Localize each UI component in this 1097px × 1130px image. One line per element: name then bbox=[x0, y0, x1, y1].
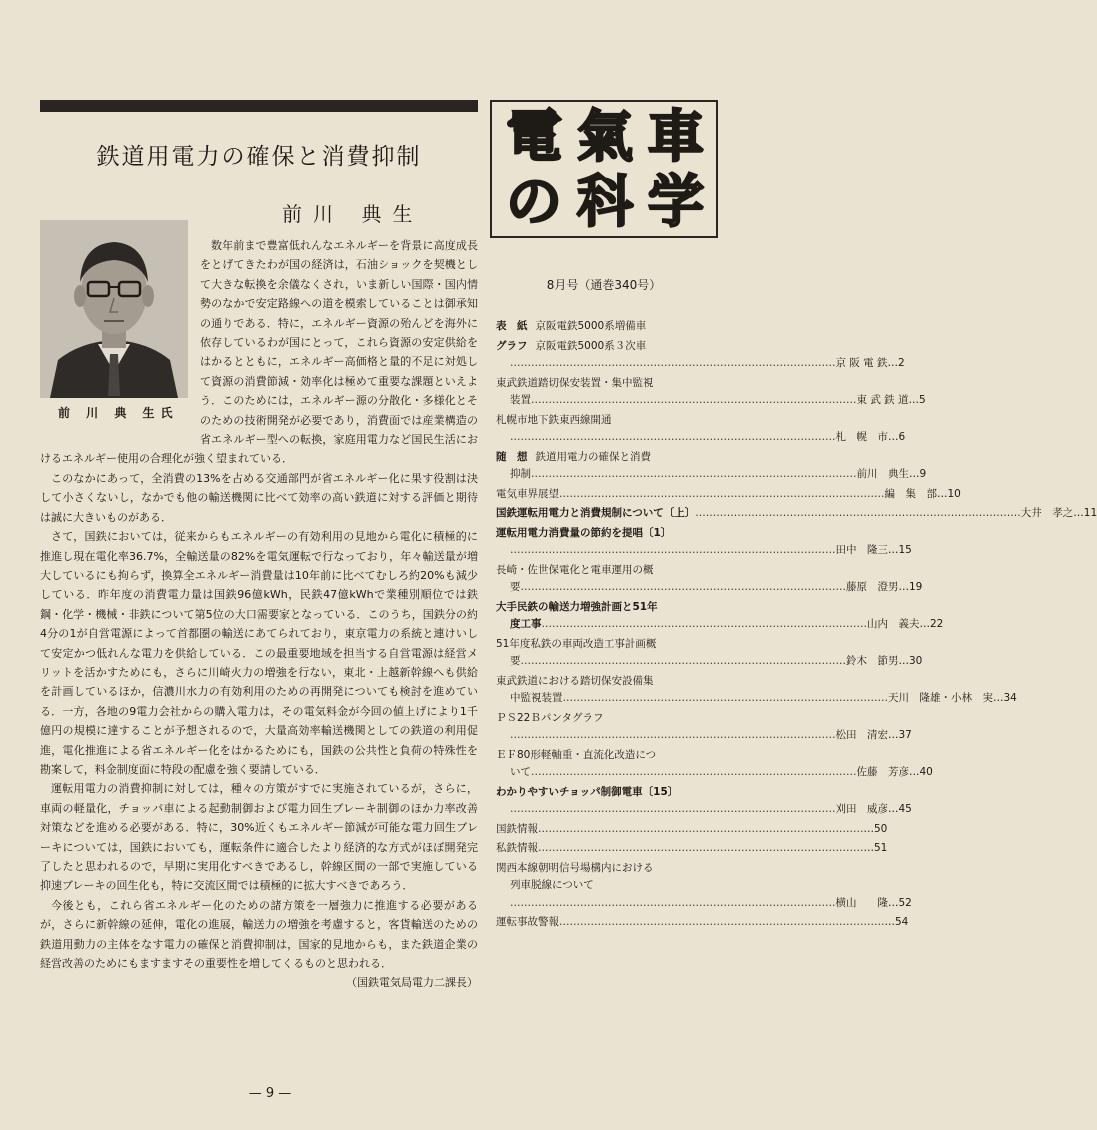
toc-leader bbox=[510, 429, 836, 447]
toc-title: いて bbox=[510, 766, 531, 778]
toc-leader bbox=[521, 653, 847, 671]
toc-title: 度工事 bbox=[510, 618, 542, 630]
toc-line: いて ………………………………………………………………………………… 佐藤 芳彦 … 40 bbox=[496, 764, 724, 782]
table-of-contents bbox=[496, 318, 1097, 934]
toc-entry[interactable] bbox=[496, 505, 1097, 523]
toc-leader bbox=[563, 690, 889, 708]
toc-leader bbox=[695, 505, 1021, 523]
toc-author: 松田 清宏 bbox=[835, 729, 888, 741]
toc-page-number: 22 bbox=[930, 618, 944, 630]
magazine-masthead bbox=[490, 100, 718, 238]
toc-author: 大井 孝之 bbox=[1020, 507, 1074, 519]
toc-line: ………………………………………………………………………………… 京 阪 電 鉄 … 2 bbox=[496, 355, 724, 373]
toc-page-number: 15 bbox=[898, 544, 912, 556]
toc-entry[interactable] bbox=[496, 914, 909, 932]
toc-entry[interactable] bbox=[496, 784, 912, 819]
toc-line bbox=[496, 784, 724, 802]
toc-leader bbox=[559, 914, 885, 932]
toc-line: 運転事故警報 ………………………………………………………………………………… … 54 bbox=[496, 914, 724, 932]
masthead-char: 電 bbox=[506, 105, 562, 170]
toc-title: 京阪電鉄5000系増備車 bbox=[535, 320, 647, 332]
toc-page-number: 52 bbox=[898, 896, 912, 909]
title-rule bbox=[40, 100, 478, 112]
toc-page-number: 51 bbox=[874, 842, 888, 854]
toc-title: 装置 bbox=[510, 394, 531, 406]
toc-author: 佐藤 芳彦 bbox=[856, 766, 909, 778]
toc-entry[interactable] bbox=[496, 486, 961, 504]
masthead-char: 科 bbox=[577, 170, 633, 235]
article-paragraph: このなかにあって，全消費の13%を占める交通部門が省エネルギー化に果す役割は決して小さくないし，なかでも他の輸送機関に比べて効率の高い鉄道に対する評価と期待は誠に大きいものがある． bbox=[40, 471, 478, 524]
toc-section-label: 表 紙 bbox=[496, 320, 528, 332]
toc-line: 国鉄運転用電力と消費規制について〔上〕 ………………………………………………………………………………… 大井 孝之 … 11 bbox=[496, 505, 724, 523]
toc-author: 編 集 部 bbox=[884, 487, 937, 500]
toc-title: 列車脱線について bbox=[510, 879, 594, 891]
toc-section-label: 随 想 bbox=[496, 450, 528, 463]
toc-leader bbox=[559, 486, 885, 504]
toc-line bbox=[496, 562, 724, 580]
toc-entry[interactable] bbox=[496, 318, 724, 336]
toc-author: 山内 義夫 bbox=[867, 618, 920, 630]
toc-entry[interactable] bbox=[496, 840, 888, 858]
article-paragraph: 数年前まで豊富低れんなエネルギーを背景に高度成長をとげてきたわが国の経済は，石油ショックを契機として大きな転換を余儀なくされ，いま新しい国際・国内情勢のなかで安定路線への道を模索していることは御承知の通りである．特に，エネルギー資源の殆んどを海外に依存しているわが国にとって，これら資源の安定供給をはかるとともに，エネルギー高価格と量的不足に対処して資源の消費節減・効率化は極めて重要な課題といえよう．このためには，エネルギー源の分散化・多様化とそのための技術開発が必要であり，消費面では産業構造の省エネルギー型への転換，家庭用電力など国民生活におけるエネルギー使用の合理化が強く望まれている． bbox=[40, 239, 478, 466]
toc-leader bbox=[542, 616, 868, 634]
masthead-char: 車 bbox=[648, 105, 704, 170]
toc-line: 抑制 ………………………………………………………………………………… 前川 典生 … 9 bbox=[496, 466, 724, 484]
toc-entry[interactable] bbox=[496, 412, 906, 447]
toc-line: ………………………………………………………………………………… 刈田 威彦 … 45 bbox=[496, 801, 724, 819]
toc-entry[interactable] bbox=[496, 375, 926, 410]
toc-page-number: 2 bbox=[898, 357, 905, 369]
article-paragraph: 今後とも，これら省エネルギー化のための諸方策を一層強力に推進する必要があるが，さらに新幹線の延伸，電化の進展，輸送力の増強を考慮すると，客貨輸送のための鉄道用動力の主体をなす電力の確保と消費抑制は，国家的見地からも，また鉄道企業の経営改善のためにもますますその重要性を増してくるものと思われる． bbox=[40, 898, 478, 971]
toc-entry[interactable] bbox=[496, 636, 923, 671]
toc-title: ＰＳ22Ｂパンタグラフ bbox=[496, 711, 604, 724]
toc-page-number: 45 bbox=[898, 803, 912, 815]
toc-entry[interactable] bbox=[496, 747, 933, 782]
toc-title: 東武鉄道における踏切保安設備集 bbox=[496, 674, 654, 687]
toc-title: わかりやすいチョッパ制御電車〔15〕 bbox=[496, 785, 679, 798]
toc-line bbox=[496, 525, 724, 543]
toc-leader bbox=[510, 895, 836, 913]
toc-title: 東武鉄道踏切保安装置・集中監視 bbox=[496, 376, 654, 389]
toc-line bbox=[496, 747, 724, 765]
photo-caption: 前 川 典 生氏 bbox=[58, 406, 179, 420]
toc-page-number: 50 bbox=[874, 822, 888, 835]
toc-line: 国鉄情報 ………………………………………………………………………………… … 50 bbox=[496, 821, 724, 839]
toc-line bbox=[496, 412, 724, 430]
article-paragraph: さて，国鉄においては，従来からもエネルギーの有効利用の見地から電化に積極的に推進し現在電化率36.7%，全輸送量の82%を電気運転で行なっており，年々輸送量が増大しているにも拘らず，換算全エネルギー消費量は10年前に比べてむしろ約20%も減少している．昨年度の消費電力量は国鉄96億kWh，民鉄47億kWhで業種別順位では鉄鋼・化学・機械・非鉄について第5位の大口需要家となっている．このうち，国鉄分の約4分の1が自営電源によって首都圏の輸送にあてられており，東京電力の系統と連けいして安定かつ低れんな電力を供給している．この最重要地域を担当する自営電源は経営メリットを活かすためにも，さらに川崎火力の増強を行ない，東北・上越新幹線へも供給を計画しているほか，信濃川水力の有効利用のための再開発についても検討を進めている．一方，各地の9電力会社からの購入電力は，その電気料金が今回の値上げにより1千億円の規模に達することが予想されるので，大量高効率輸送機関としての鉄道の利用促進，電化推進による省エネルギー化をはかるためにも，国鉄の公共性と負荷の特殊性を勘案して，料金制度面に特段の配慮を強く要請している． bbox=[40, 530, 478, 776]
toc-author: 鈴木 節男 bbox=[846, 655, 899, 667]
toc-line bbox=[496, 318, 724, 336]
toc-section-label: グラフ bbox=[496, 339, 528, 352]
article-author: 前川 典生 bbox=[282, 202, 424, 226]
toc-line: 度工事 ………………………………………………………………………………… 山内 義夫 … 22 bbox=[496, 616, 724, 634]
toc-title: 札幌市地下鉄東西線開通 bbox=[496, 413, 612, 426]
toc-author: 京 阪 電 鉄 bbox=[835, 357, 888, 369]
toc-title: 関西本線朝明信号場構内における bbox=[496, 861, 654, 874]
toc-page-number: 34 bbox=[1003, 692, 1017, 704]
toc-leader bbox=[531, 392, 857, 410]
toc-entry[interactable] bbox=[496, 599, 944, 634]
toc-title: 京阪電鉄5000系３次車 bbox=[535, 339, 647, 352]
toc-author: 天川 隆雄・小林 実 bbox=[888, 692, 993, 704]
toc-title: 運転事故警報 bbox=[496, 916, 559, 928]
toc-line bbox=[496, 375, 724, 393]
toc-line: ………………………………………………………………………………… 松田 清宏 … 37 bbox=[496, 727, 724, 745]
toc-title: 大手民鉄の輸送力増強計画と51年 bbox=[496, 600, 658, 613]
toc-entry[interactable] bbox=[496, 821, 888, 839]
toc-line: 私鉄情報 ………………………………………………………………………………… … 51 bbox=[496, 840, 724, 858]
toc-leader bbox=[531, 764, 857, 782]
toc-author: 東 武 鉄 道 bbox=[856, 394, 909, 406]
toc-line bbox=[496, 877, 724, 895]
toc-page-number: 37 bbox=[898, 729, 912, 741]
toc-title: 鉄道用電力の確保と消費 bbox=[535, 450, 651, 463]
toc-entry[interactable] bbox=[496, 673, 1017, 708]
toc-entry[interactable] bbox=[496, 860, 912, 913]
toc-line: 要 ………………………………………………………………………………… 鈴木 節男 … 30 bbox=[496, 653, 724, 671]
toc-title: 長崎・佐世保電化と電車運用の概 bbox=[496, 563, 654, 576]
toc-title: 私鉄情報 bbox=[496, 842, 538, 854]
toc-page-number: 19 bbox=[909, 581, 923, 593]
toc-line bbox=[496, 449, 724, 467]
toc-author: 田中 隆三 bbox=[835, 544, 888, 556]
toc-line bbox=[496, 338, 724, 356]
toc-author: 札 幌 市 bbox=[835, 431, 888, 443]
toc-page-number: 10 bbox=[947, 487, 961, 500]
toc-title: 51年度私鉄の車両改造工事計画概 bbox=[496, 637, 657, 650]
issue-label: 8月号（通巻340号） bbox=[546, 278, 662, 292]
toc-entry[interactable] bbox=[496, 525, 912, 560]
toc-line: 装置 ………………………………………………………………………………… 東 武 鉄 道 … 5 bbox=[496, 392, 724, 410]
toc-page-number: 40 bbox=[919, 766, 933, 778]
toc-title: 運転用電力消費量の節約を提唱〔1〕 bbox=[496, 526, 672, 539]
toc-author: 横山 隆 bbox=[835, 896, 888, 909]
toc-author: 藤原 澄男 bbox=[846, 581, 899, 593]
toc-title: 要 bbox=[510, 581, 521, 593]
toc-entry[interactable] bbox=[496, 710, 912, 745]
article-paragraph: 運転用電力の消費抑制に対しては，種々の方策がすでに実施されているが，さらに，車両の軽量化，チョッパ車による起動制御および電力回生ブレーキ制御のほか力率改善対策などを進める必要がある．特に，30%近くもエネルギー節減が可能な電力回生ブレーキについては，国鉄においても，運転条件に適合したより経済的な方式がほぼ開発完了したと思われるので，早期に実用化すべきであるし，幹線区間の一部で実施している抑速ブレーキの回生化も，特に交流区間では積極的に拡大すべきであろう． bbox=[40, 782, 478, 893]
toc-line: 中監視装置 ………………………………………………………………………………… 天川 隆雄・小林 実 … 34 bbox=[496, 690, 724, 708]
toc-title: 国鉄情報 bbox=[496, 822, 538, 835]
toc-leader bbox=[538, 840, 864, 858]
toc-leader bbox=[538, 821, 864, 839]
article-body bbox=[40, 236, 478, 993]
toc-entry[interactable] bbox=[496, 562, 923, 597]
toc-entry[interactable] bbox=[496, 338, 905, 373]
page-number: — 9 — bbox=[248, 1086, 292, 1101]
toc-leader bbox=[521, 579, 847, 597]
toc-author: 前川 典生 bbox=[856, 468, 909, 480]
toc-line: ………………………………………………………………………………… 田中 隆三 … 15 bbox=[496, 542, 724, 560]
masthead-char: の bbox=[506, 170, 562, 235]
toc-page-number: 11 bbox=[1083, 507, 1097, 519]
toc-title: ＥＦ80形軽軸重・直流化改造につ bbox=[496, 748, 657, 761]
masthead-char: 氣 bbox=[577, 105, 633, 170]
toc-page-number: 30 bbox=[909, 655, 923, 667]
toc-line: 要 ………………………………………………………………………………… 藤原 澄男 … 19 bbox=[496, 579, 724, 597]
toc-line: ………………………………………………………………………………… 横山 隆 … 52 bbox=[496, 895, 724, 913]
toc-leader bbox=[531, 466, 857, 484]
article-title: 鉄道用電力の確保と消費抑制 bbox=[96, 144, 422, 170]
toc-page-number: 6 bbox=[898, 431, 906, 443]
toc-leader bbox=[510, 542, 836, 560]
toc-line bbox=[496, 599, 724, 617]
toc-leader bbox=[510, 727, 836, 745]
toc-line bbox=[496, 636, 724, 654]
toc-line: ………………………………………………………………………………… 札 幌 市 … 6 bbox=[496, 429, 724, 447]
toc-page-number: 54 bbox=[895, 916, 909, 928]
toc-line bbox=[496, 860, 724, 878]
toc-title: 要 bbox=[510, 655, 521, 667]
toc-author: 刈田 威彦 bbox=[835, 803, 888, 815]
toc-line bbox=[496, 673, 724, 691]
toc-line bbox=[496, 710, 724, 728]
toc-title: 電気車界展望 bbox=[496, 487, 559, 500]
toc-line: 電気車界展望 ………………………………………………………………………………… 編 集 部 … 10 bbox=[496, 486, 724, 504]
toc-page-number: 9 bbox=[919, 468, 927, 480]
toc-leader bbox=[510, 355, 836, 373]
toc-title: 国鉄運転用電力と消費規制について〔上〕 bbox=[496, 507, 696, 519]
toc-entry[interactable] bbox=[496, 449, 927, 484]
masthead-char: 学 bbox=[648, 170, 704, 235]
toc-page-number: 5 bbox=[919, 394, 926, 406]
toc-leader bbox=[510, 801, 836, 819]
author-affiliation: （国鉄電気局電力二課長） bbox=[346, 976, 478, 990]
toc-title: 抑制 bbox=[510, 468, 531, 480]
toc-title: 中監視装置 bbox=[510, 692, 563, 704]
